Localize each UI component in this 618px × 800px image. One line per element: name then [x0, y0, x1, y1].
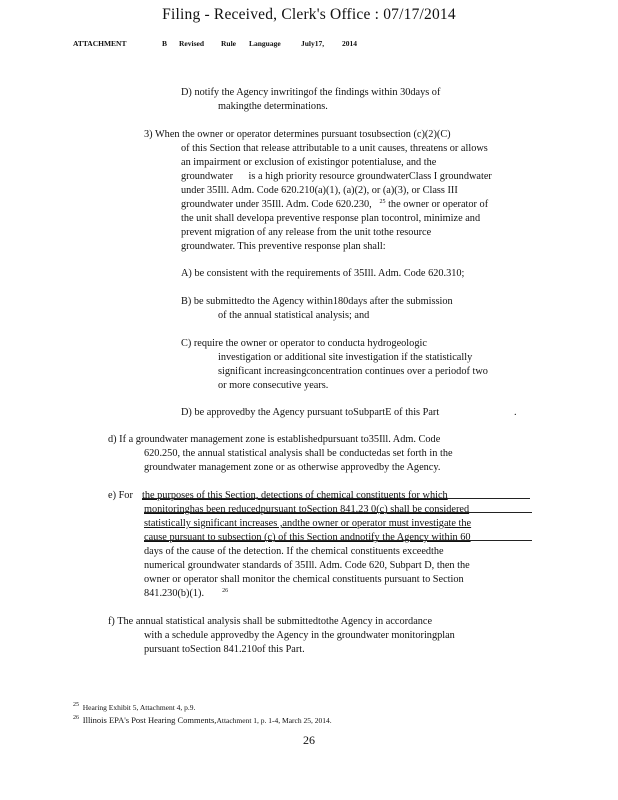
paragraph-line: of the annual statistical analysis; and — [218, 310, 370, 321]
list-marker: e) For — [108, 490, 133, 501]
underlined-line: the purposes of this Section, detections of chemical constituents for which — [142, 490, 448, 501]
footnote-26 — [73, 715, 332, 725]
paragraph-line: under 35Ill. Adm. Code 620.210(a)(1), (a)(2), or (a)(3), or Class III — [181, 185, 458, 196]
paragraph-line: D) notify the Agency inwritingof the findings within 30days of — [181, 87, 441, 98]
paragraph-fragment: is a high priority resource groundwaterClass I groundwater — [248, 171, 492, 182]
paragraph-line: prevent migration of any release from the unit tothe resource — [181, 227, 432, 238]
attachment-label: ATTACHMENT — [73, 39, 127, 48]
footnote-text: Hearing Exhibit 5, Attachment 4, p.9. — [82, 703, 196, 712]
paragraph-line: 3) When the owner or operator determines pursuant tosubsection (c)(2)(C) — [144, 129, 451, 140]
paragraph-line: investigation or additional site investigation if the statistically — [218, 352, 473, 363]
strike-rule — [142, 498, 530, 499]
paragraph-line: B) be submittedto the Agency within180days after the submission — [181, 296, 453, 307]
attachment-letter: B — [162, 39, 168, 48]
underlined-line: statistically significant increases ,andthe owner or operator must investigate the — [144, 518, 472, 529]
strike-rule — [144, 540, 532, 541]
paragraph-line — [181, 198, 488, 212]
paragraph-line: the unit shall developa preventive response plan tocontrol, minimize and — [181, 213, 481, 224]
paragraph-line — [144, 587, 228, 601]
attachment-language: Language — [249, 39, 281, 48]
word: groundwater — [181, 171, 234, 182]
paragraph-line: 620.250, the annual statistical analysis shall be conductedas set forth in the — [144, 448, 453, 459]
footnote-number: 25 — [73, 702, 79, 708]
paragraph-line: significant increasingconcentration continues over a periodof two — [218, 366, 488, 377]
underlined-line: cause pursuant to subsection (c) of this Section andnotify the Agency within 60 — [144, 532, 471, 543]
footnote-25 — [73, 703, 195, 712]
page-number: 26 — [303, 733, 315, 747]
paragraph-line: C) require the owner or operator to conducta hydrogeologic — [181, 338, 427, 349]
paragraph-line: groundwater. This preventive response plan shall: — [181, 241, 386, 252]
footnote-marker: 25 — [379, 199, 386, 205]
paragraph-line: makingthe determinations. — [218, 101, 328, 112]
footnote-text: Attachment 1, p. 1-4, March 25, 2014. — [216, 716, 332, 725]
paragraph-line: of this Section that release attributable to a unit causes, threatens or allows — [181, 143, 488, 154]
footnote-marker: 26 — [222, 588, 229, 594]
paragraph-line: A) be consistent with the requirements of 35Ill. Adm. Code 620.310; — [181, 268, 465, 279]
footnote-number: 26 — [73, 715, 79, 721]
paragraph-fragment: 841.230(b)(1). — [144, 588, 205, 599]
paragraph-fragment: groundwater under 35Ill. Adm. Code 620.230, — [181, 199, 372, 210]
paragraph-line: numerical groundwater standards of 35Ill. Adm. Code 620, Subpart D, then the — [144, 560, 470, 571]
attachment-date: July17, — [301, 39, 325, 48]
paragraph-line: pursuant toSection 841.210of this Part. — [144, 644, 305, 655]
paragraph-line: days of the cause of the detection. If the chemical constituents exceedthe — [144, 546, 444, 557]
paragraph-line: f) The annual statistical analysis shall be submittedtothe Agency in accordance — [108, 616, 433, 627]
paragraph-fragment: the owner or operator of — [388, 199, 489, 210]
paragraph-line: d) If a groundwater management zone is establishedpursuant to35Ill. Adm. Code — [108, 434, 441, 445]
paragraph-line: D) be approvedby the Agency pursuant toSubpartE of this Part — [181, 407, 440, 418]
footnote-text: Illinois EPA's Post Hearing Comments, — [82, 715, 217, 725]
attachment-revised: Revised — [179, 39, 204, 48]
paragraph-line: an impairment or exclusion of existingor potentialuse, and the — [181, 157, 437, 168]
trailing-period: . — [514, 407, 517, 418]
paragraph-line: or more consecutive years. — [218, 380, 329, 391]
paragraph-line: with a schedule approvedby the Agency in the groundwater monitoringplan — [144, 630, 455, 641]
attachment-rule: Rule — [221, 39, 236, 48]
underlined-line: monitoringhas been reducedpursuant toSection 841.23 0(c) shall be considered — [144, 504, 470, 515]
paragraph-line — [181, 170, 492, 184]
attachment-year: 2014 — [342, 39, 357, 48]
paragraph-line: groundwater management zone or as otherwise approvedby the Agency. — [144, 462, 441, 473]
paragraph-line: owner or operator shall monitor the chemical constituents pursuant to Section — [144, 574, 464, 585]
filing-stamp-header: Filing - Received, Clerk's Office : 07/17/2014 — [162, 6, 456, 23]
strike-rule — [144, 512, 532, 513]
